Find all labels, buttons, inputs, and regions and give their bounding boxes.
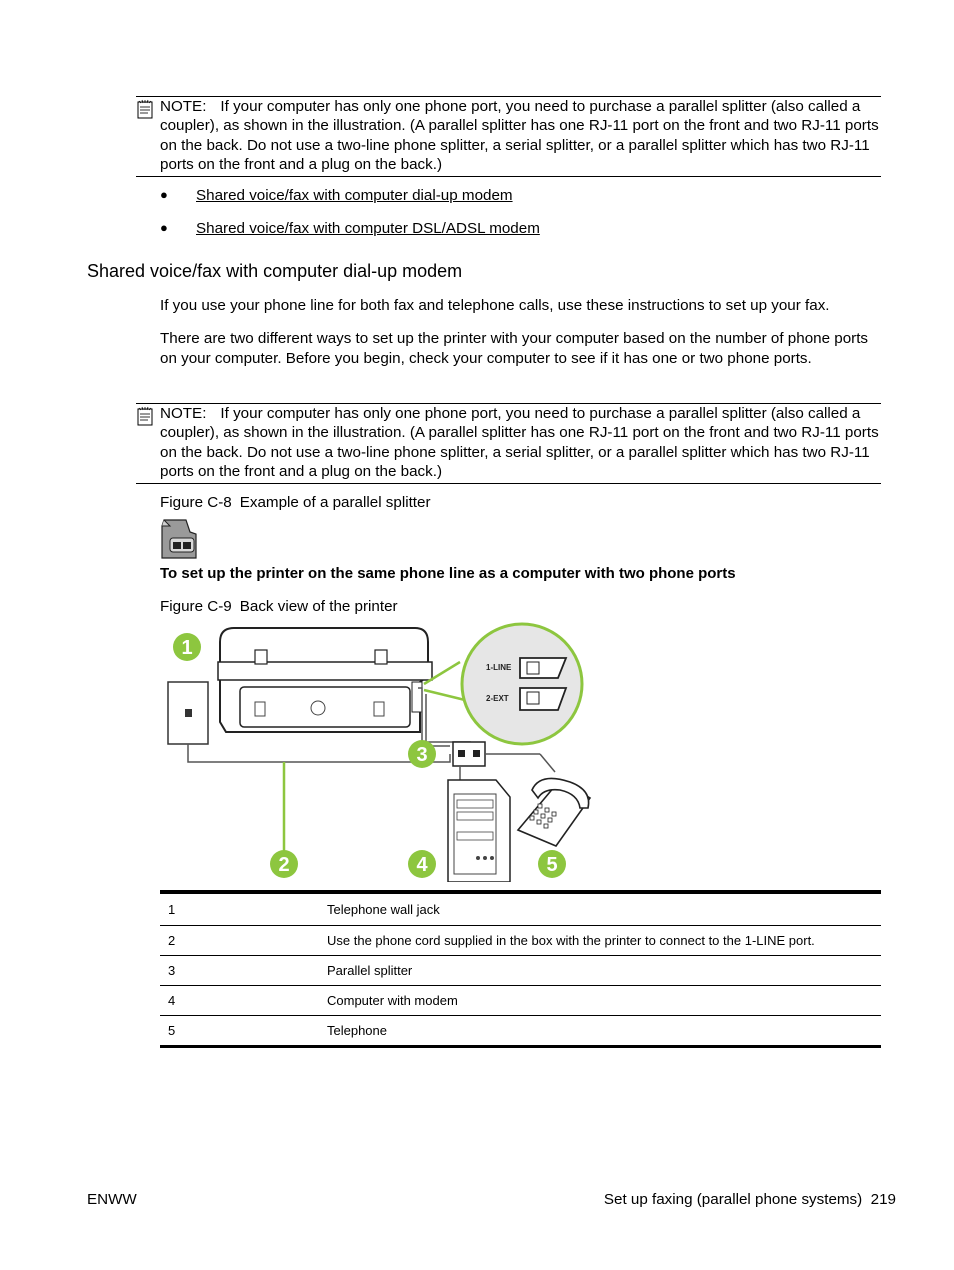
paragraph: There are two different ways to set up the printer with your computer based on the number of phone ports on your computer. Before you begin, check your computer to see if it has one or two phone ports. (160, 330, 869, 367)
figure-caption (160, 598, 398, 615)
link-dsl-modem[interactable]: Shared voice/fax with computer DSL/ADSL modem (196, 220, 540, 237)
port-label-2-ext: 2-EXT (486, 694, 509, 703)
figure-caption-text: Back view of the printer (239, 598, 398, 615)
table-row (160, 892, 881, 926)
svg-text:4: 4 (416, 854, 428, 876)
footer-right (604, 1191, 896, 1208)
figure-number: Figure C-8 (160, 494, 232, 511)
footer-section-title: Set up faxing (parallel phone systems) (603, 1191, 863, 1208)
footer-left: ENWW (87, 1191, 137, 1208)
note-icon (136, 99, 156, 119)
note-label: NOTE: (160, 405, 207, 422)
printer-setup-diagram (160, 622, 600, 882)
legend-table (160, 890, 881, 1048)
legend-number: 1 (168, 902, 176, 917)
port-label-1-line: 1-LINE (486, 663, 512, 672)
note-body: If your computer has only one phone port, you need to purchase a parallel splitter (also called a coupler), as shown in the illustration. (A parallel splitter has one RJ-11 port on the front and two RJ-11 ports on the back. Do not use a two-line phone splitter, a serial splitter, or a parallel splitter which has two RJ-11 ports on the front and a plug on the back.) (160, 98, 879, 173)
bullet-icon: ● (160, 220, 168, 235)
legend-number: 3 (160, 956, 319, 986)
svg-text:2: 2 (278, 854, 290, 876)
legend-number: 4 (160, 986, 319, 1016)
note-text (160, 97, 881, 174)
callout-5 (538, 850, 566, 878)
callout-1 (173, 633, 201, 661)
callout-4 (408, 850, 436, 878)
note-label: NOTE: (160, 98, 207, 115)
table-row (160, 1016, 881, 1047)
legend-description: Telephone wall jack (327, 902, 440, 917)
section-heading: Shared voice/fax with computer dial-up modem (87, 261, 463, 281)
link-dial-up-modem[interactable]: Shared voice/fax with computer dial-up modem (196, 187, 513, 204)
table-row (160, 986, 881, 1016)
page-number: 219 (870, 1191, 896, 1208)
callout-2 (270, 850, 298, 878)
legend-description: Use the phone cord supplied in the box with the printer to connect to the 1-LINE port. (319, 926, 881, 956)
note-box (136, 96, 881, 177)
table-row (160, 926, 881, 956)
figure-number: Figure C-9 (160, 598, 232, 615)
note-body: If your computer has only one phone port, you need to purchase a parallel splitter (also called a coupler), as shown in the illustration. (A parallel splitter has one RJ-11 port on the front and two RJ-11 ports on the back. Do not use a two-line phone splitter, a serial splitter, or a parallel splitter which has two RJ-11 ports on the front and a plug on the back.) (160, 405, 879, 480)
paragraph: If you use your phone line for both fax and telephone calls, use these instructions to set up your fax. (160, 297, 830, 314)
svg-text:3: 3 (416, 744, 428, 766)
figure-caption (160, 494, 431, 511)
note-icon (136, 406, 156, 426)
legend-description: Computer with modem (319, 986, 881, 1016)
legend-description: Parallel splitter (319, 956, 881, 986)
legend-description: Telephone (319, 1016, 881, 1047)
procedure-title: To set up the printer on the same phone line as a computer with two phone ports (160, 565, 736, 582)
callout-3 (408, 740, 436, 768)
svg-text:1: 1 (181, 637, 193, 659)
figure-caption-text: Example of a parallel splitter (239, 494, 431, 511)
bullet-icon: ● (160, 187, 168, 202)
table-row (160, 956, 881, 986)
note-box (136, 403, 881, 484)
legend-number: 2 (160, 926, 319, 956)
parallel-splitter-image (160, 518, 200, 560)
note-text (160, 404, 881, 481)
legend-number: 5 (160, 1016, 319, 1047)
svg-text:5: 5 (546, 854, 558, 876)
